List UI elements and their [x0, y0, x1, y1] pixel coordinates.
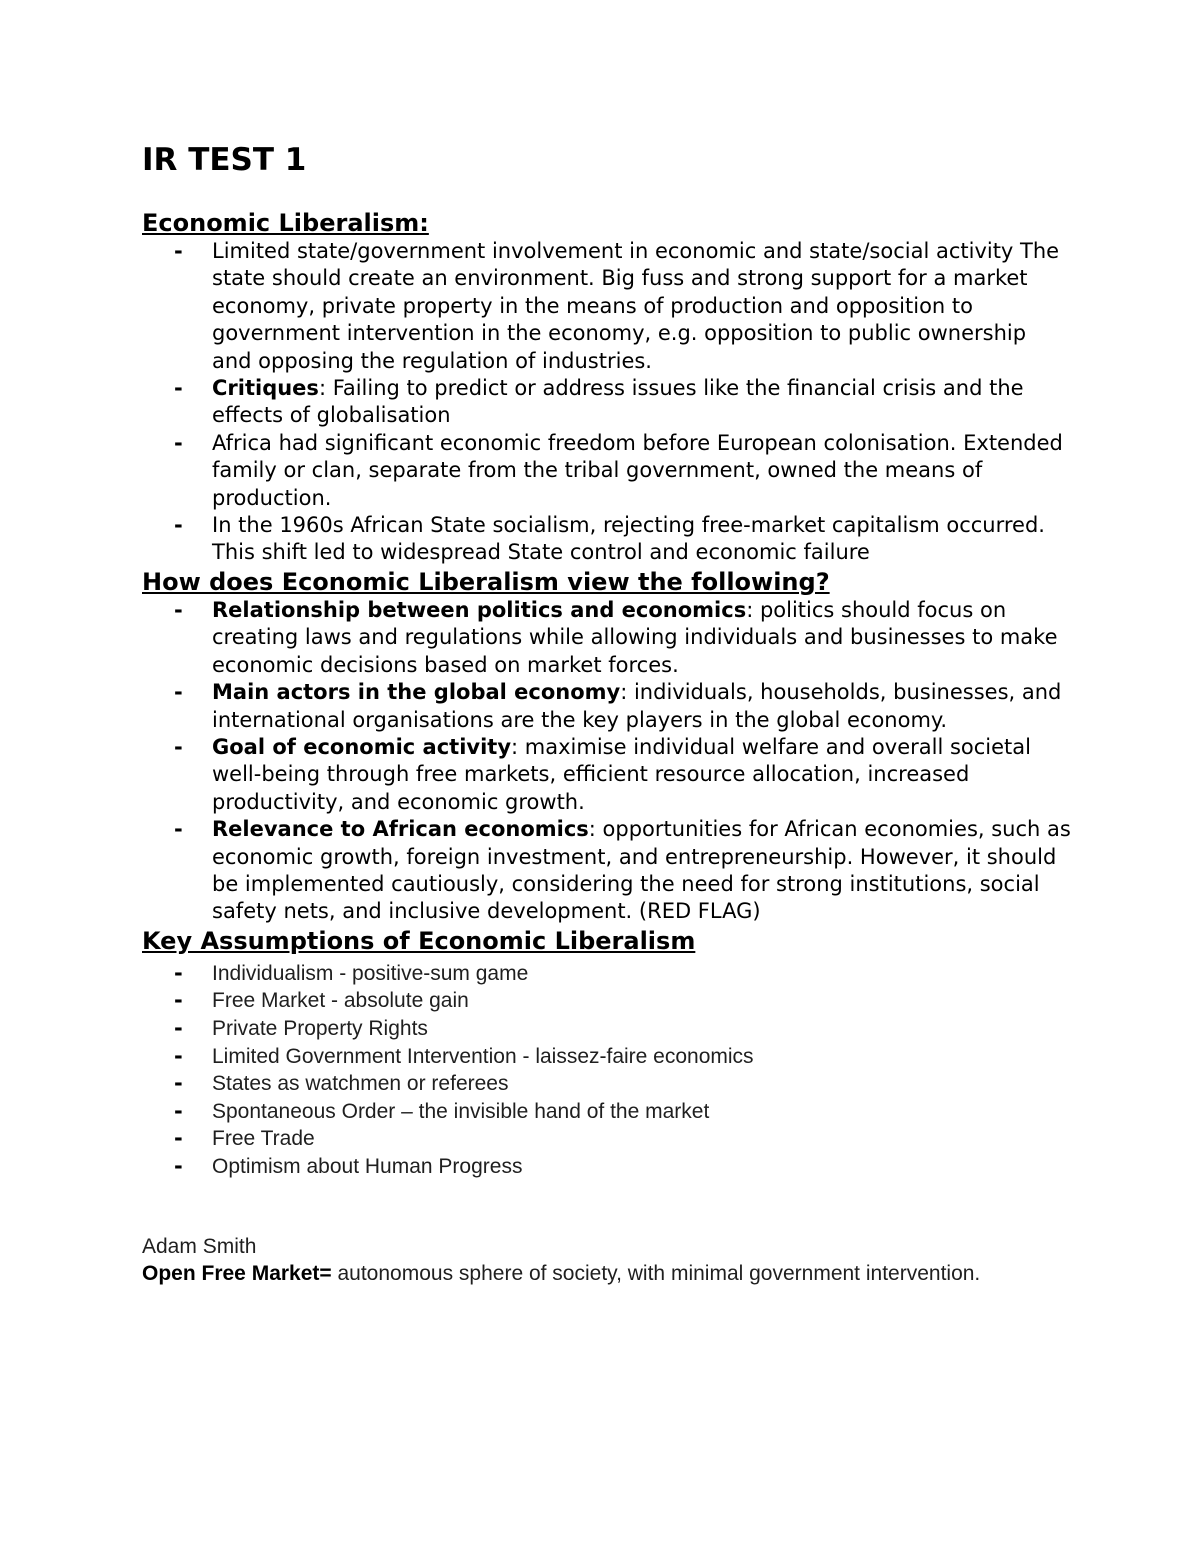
dash-bullet: - [174, 513, 183, 538]
page-title: IR TEST 1 [142, 142, 307, 178]
dash-bullet: - [174, 1043, 183, 1068]
list-item: - States as watchmen or referees [142, 1070, 1072, 1098]
dash-bullet: - [174, 817, 183, 842]
list-item: - Main actors in the global economy: individuals, households, businesses, and international organisations are the key players in the global economy. [174, 680, 1062, 732]
dash-bullet: - [174, 1153, 183, 1178]
adam-smith-line: Adam Smith [142, 1234, 257, 1258]
dash-bullet: - [174, 960, 183, 985]
dash-bullet: - [174, 597, 183, 622]
open-free-market-text: autonomous sphere of society, with minimal government intervention. [331, 1261, 981, 1285]
dash-bullet: - [174, 1015, 183, 1040]
list-item: - In the 1960s African State socialism, rejecting free-market capitalism occurred. This shift led to widespread State control and economic failure [174, 513, 1045, 565]
list-item: - Free Trade [142, 1125, 1072, 1153]
list-item: - Limited state/government involvement in economic and state/social activity The state should create an environment. Big fuss and strong support for a market economy, private property in the means of production and opposition to government intervention in the economy, e.g. opposition to public ownership and opposing the regulation of industries. [174, 239, 1060, 373]
list-item: - Goal of economic activity: maximise individual welfare and overall societal well-being through free markets, efficient resource allocation, increased productivity, and economic growth. [174, 734, 1031, 814]
open-free-market-line [142, 1260, 1072, 1287]
section-heading-key-assumptions: Key Assumptions of Economic Liberalism [142, 926, 696, 955]
dash-bullet: - [174, 1098, 183, 1123]
dash-bullet: - [174, 734, 183, 759]
list-item: - Private Property Rights [142, 1015, 1072, 1043]
dash-bullet: - [174, 1126, 183, 1151]
section-heading-views: How does Economic Liberalism view the following? [142, 567, 830, 596]
dash-bullet: - [174, 376, 183, 401]
list-item: - Limited Government Intervention - laissez-faire economics [142, 1043, 1072, 1071]
list-item: - Africa had significant economic freedom before European colonisation. Extended family or clan, separate from the tribal government, owned the means of production. [174, 430, 1063, 510]
economic-liberalism-list [142, 238, 1072, 567]
views-list [142, 597, 1072, 926]
dash-bullet: - [174, 1071, 183, 1096]
list-item: - Free Market - absolute gain [142, 987, 1072, 1015]
list-item: - Relationship between politics and economics: politics should focus on creating laws and regulations while allowing individuals and businesses to make economic decisions based on market forces. [174, 597, 1058, 677]
open-free-market-label: Open Free Market= [142, 1261, 332, 1285]
dash-bullet: - [174, 239, 183, 263]
list-item: - Relevance to African economics: opportunities for African economies, such as economic growth, foreign investment, and entrepreneurship. However, it should be implemented cautiously, considering the need for strong institutions, social safety nets, and inclusive development. (RED FLAG) [174, 817, 1071, 924]
document-body [142, 138, 1072, 1287]
section-heading-economic-liberalism: Economic Liberalism: [142, 209, 429, 237]
dash-bullet: - [174, 680, 183, 705]
dash-bullet: - [174, 988, 183, 1013]
list-item: - Optimism about Human Progress [142, 1153, 1072, 1181]
key-assumptions-list [142, 960, 1072, 1181]
dash-bullet: - [174, 430, 183, 455]
list-item: - Individualism - positive-sum game [142, 960, 1072, 988]
list-item: - Critiques: Failing to predict or address issues like the financial crisis and the effects of globalisation [174, 376, 1024, 428]
list-item: - Spontaneous Order – the invisible hand of the market [142, 1098, 1072, 1126]
